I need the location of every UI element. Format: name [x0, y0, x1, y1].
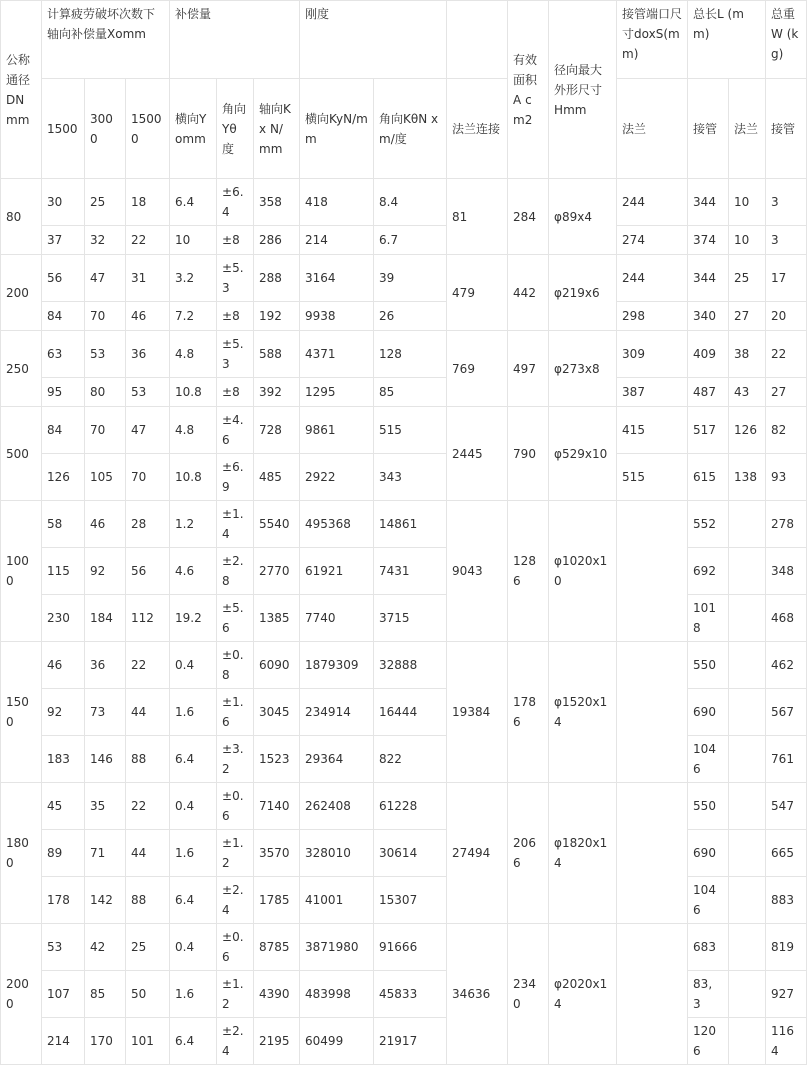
cell: 230: [42, 595, 85, 642]
cell: 244: [617, 179, 688, 226]
cell-flange-connection: 769: [447, 331, 508, 407]
cell: 328010: [300, 830, 374, 877]
cell: 9938: [300, 302, 374, 331]
cell: 126: [729, 407, 766, 454]
cell: 487: [688, 378, 729, 407]
cell: 665: [766, 830, 807, 877]
header-compensation: 补偿量: [170, 1, 300, 79]
cell: 515: [617, 454, 688, 501]
cell: 4390: [254, 971, 300, 1018]
cell-dn: 200: [1, 255, 42, 331]
cell: 387: [617, 378, 688, 407]
cell: 53: [126, 378, 170, 407]
cell: 1.6: [170, 830, 217, 877]
header-lateral: 横向Yomm: [170, 79, 217, 179]
header-weight-pipe: 接管: [766, 79, 807, 179]
cell: 392: [254, 378, 300, 407]
cell: 101: [126, 1018, 170, 1065]
cell: 4371: [300, 331, 374, 378]
cell: 547: [766, 783, 807, 830]
cell: 822: [374, 736, 447, 783]
cell: 30: [42, 179, 85, 226]
cell: 45: [42, 783, 85, 830]
header-cycles-3000: 3000: [85, 79, 126, 179]
table-row: [1, 407, 807, 454]
cell: 340: [688, 302, 729, 331]
cell-empty: [729, 595, 766, 642]
cell-empty: [729, 501, 766, 548]
cell-empty: [729, 783, 766, 830]
cell-empty: [729, 689, 766, 736]
cell: ±1.4: [217, 501, 254, 548]
cell: 588: [254, 331, 300, 378]
cell: 19.2: [170, 595, 217, 642]
cell: 29364: [300, 736, 374, 783]
cell: 262408: [300, 783, 374, 830]
cell: 214: [300, 226, 374, 255]
cell-dn: 2000: [1, 924, 42, 1065]
cell: 344: [688, 179, 729, 226]
cell: 45833: [374, 971, 447, 1018]
header-port: 接管端口尺寸doxS(mm): [617, 1, 688, 79]
cell: 10: [729, 179, 766, 226]
cell: 567: [766, 689, 807, 736]
table-row: [1, 226, 807, 255]
cell: 418: [300, 179, 374, 226]
header-stiffness: 刚度: [300, 1, 447, 79]
cell: ±1.6: [217, 689, 254, 736]
cell-dn: 1800: [1, 783, 42, 924]
cell: 468: [766, 595, 807, 642]
cell: 348: [766, 548, 807, 595]
cell: 1385: [254, 595, 300, 642]
cell: 56: [42, 255, 85, 302]
cell: 58: [42, 501, 85, 548]
cell-area: 442: [508, 255, 549, 331]
cell: ±8: [217, 226, 254, 255]
cell: ±5.3: [217, 331, 254, 378]
cell: 25: [85, 179, 126, 226]
cell-empty: [617, 783, 688, 924]
cell: 6.4: [170, 877, 217, 924]
header-length-flange: 法兰: [729, 79, 766, 179]
cell: 47: [85, 255, 126, 302]
cell: 690: [688, 830, 729, 877]
cell: 728: [254, 407, 300, 454]
cell: 1046: [688, 736, 729, 783]
cell: 80: [85, 378, 126, 407]
cell: 550: [688, 642, 729, 689]
table-row: [1, 302, 807, 331]
cell: 126: [42, 454, 85, 501]
cell: 112: [126, 595, 170, 642]
cell: 84: [42, 302, 85, 331]
cell-radial: φ2020x14: [549, 924, 617, 1065]
cell: 4.8: [170, 407, 217, 454]
cell: 409: [688, 331, 729, 378]
cell: 138: [729, 454, 766, 501]
cell: 515: [374, 407, 447, 454]
cell-area: 1286: [508, 501, 549, 642]
cell: 2195: [254, 1018, 300, 1065]
cell: 107: [42, 971, 85, 1018]
cell: 28: [126, 501, 170, 548]
cell-flange-connection: 19384: [447, 642, 508, 783]
cell: ±2.8: [217, 548, 254, 595]
cell: 184: [85, 595, 126, 642]
cell: 683: [688, 924, 729, 971]
cell: ±2.4: [217, 1018, 254, 1065]
table-row: [1, 378, 807, 407]
cell-flange-connection: 34636: [447, 924, 508, 1065]
cell: 25: [126, 924, 170, 971]
cell-area: 2066: [508, 783, 549, 924]
cell: 3871980: [300, 924, 374, 971]
cell: 615: [688, 454, 729, 501]
cell: 4.8: [170, 331, 217, 378]
cell: 552: [688, 501, 729, 548]
cell: 1879309: [300, 642, 374, 689]
cell: 2770: [254, 548, 300, 595]
cell: 761: [766, 736, 807, 783]
cell: ±1.2: [217, 830, 254, 877]
cell: 819: [766, 924, 807, 971]
cell-empty: [729, 924, 766, 971]
cell: 343: [374, 454, 447, 501]
cell-empty: [617, 924, 688, 1065]
header-radial: 径向最大外形尺寸Hmm: [549, 1, 617, 179]
cell-dn: 500: [1, 407, 42, 501]
header-dn: 公称通径DN mm: [1, 1, 42, 179]
cell: 3570: [254, 830, 300, 877]
cell: 128: [374, 331, 447, 378]
cell-radial: φ1520x14: [549, 642, 617, 783]
cell: 20: [766, 302, 807, 331]
cell-empty: [729, 736, 766, 783]
header-port-flange: 法兰: [617, 79, 688, 179]
cell: 38: [729, 331, 766, 378]
cell: 36: [85, 642, 126, 689]
cell: 115: [42, 548, 85, 595]
cell-radial: φ1820x14: [549, 783, 617, 924]
cell: 26: [374, 302, 447, 331]
header-length: 总长L (mm): [688, 1, 766, 79]
cell: 70: [126, 454, 170, 501]
cell: 44: [126, 830, 170, 877]
cell: 3045: [254, 689, 300, 736]
cell: 7.2: [170, 302, 217, 331]
cell: 309: [617, 331, 688, 378]
cell: 6.7: [374, 226, 447, 255]
cell: 31: [126, 255, 170, 302]
cell: 7740: [300, 595, 374, 642]
cell: 8785: [254, 924, 300, 971]
cell: 85: [374, 378, 447, 407]
cell-radial: φ273x8: [549, 331, 617, 407]
cell: 36: [126, 331, 170, 378]
cell: 1523: [254, 736, 300, 783]
cell: 88: [126, 877, 170, 924]
cell: 70: [85, 302, 126, 331]
cell: 883: [766, 877, 807, 924]
cell: 244: [617, 255, 688, 302]
table-row: [1, 255, 807, 302]
cell: 10.8: [170, 378, 217, 407]
cell: 517: [688, 407, 729, 454]
cell: 32888: [374, 642, 447, 689]
cell: ±0.6: [217, 783, 254, 830]
cell-area: 497: [508, 331, 549, 407]
cell: ±1.2: [217, 971, 254, 1018]
cell: 47: [126, 407, 170, 454]
cell-flange-connection: 27494: [447, 783, 508, 924]
cell: 927: [766, 971, 807, 1018]
cell: 91666: [374, 924, 447, 971]
header-cycles-1500: 1500: [42, 79, 85, 179]
cell: 1295: [300, 378, 374, 407]
cell: 73: [85, 689, 126, 736]
cell: 16444: [374, 689, 447, 736]
cell-radial: φ89x4: [549, 179, 617, 255]
cell: ±0.6: [217, 924, 254, 971]
table-row: [1, 924, 807, 971]
cell: 46: [85, 501, 126, 548]
cell: 0.4: [170, 642, 217, 689]
cell: 462: [766, 642, 807, 689]
cell: 0.4: [170, 924, 217, 971]
table-row: [1, 642, 807, 689]
cell: 22: [766, 331, 807, 378]
cell: 70: [85, 407, 126, 454]
cell-flange-connection: 479: [447, 255, 508, 331]
cell-empty: [729, 642, 766, 689]
cell: ±3.2: [217, 736, 254, 783]
cell: 146: [85, 736, 126, 783]
cell: 27: [729, 302, 766, 331]
cell: 60499: [300, 1018, 374, 1065]
cell: 214: [42, 1018, 85, 1065]
cell: 4.6: [170, 548, 217, 595]
header-angular: 角向Yθ度: [217, 79, 254, 179]
cell: 15307: [374, 877, 447, 924]
cell: 22: [126, 783, 170, 830]
header-stiffness-lateral: 横向KyN/mm: [300, 79, 374, 179]
cell: 1785: [254, 877, 300, 924]
cell: ±0.8: [217, 642, 254, 689]
cell: 18: [126, 179, 170, 226]
cell: 178: [42, 877, 85, 924]
cell: 30614: [374, 830, 447, 877]
header-area: 有效面积A cm2: [508, 1, 549, 179]
cell-area: 2340: [508, 924, 549, 1065]
header-stiffness-angular: 角向KθN x m/度: [374, 79, 447, 179]
cell: 1.2: [170, 501, 217, 548]
cell-radial: φ219x6: [549, 255, 617, 331]
cell: 22: [126, 642, 170, 689]
cell-area: 1786: [508, 642, 549, 783]
cell: 93: [766, 454, 807, 501]
cell: 92: [42, 689, 85, 736]
cell: 61921: [300, 548, 374, 595]
cell-area: 790: [508, 407, 549, 501]
cell-empty: [617, 501, 688, 642]
cell-empty: [617, 642, 688, 783]
cell: 344: [688, 255, 729, 302]
cell: 56: [126, 548, 170, 595]
cell-area: 284: [508, 179, 549, 255]
cell: 6.4: [170, 179, 217, 226]
cell: 6090: [254, 642, 300, 689]
cell: 46: [42, 642, 85, 689]
cell: 692: [688, 548, 729, 595]
cell: 415: [617, 407, 688, 454]
cell-flange-connection: 2445: [447, 407, 508, 501]
cell: 1046: [688, 877, 729, 924]
cell: 89: [42, 830, 85, 877]
cell: 88: [126, 736, 170, 783]
cell: 32: [85, 226, 126, 255]
cell: 95: [42, 378, 85, 407]
cell: ±2.4: [217, 877, 254, 924]
cell: 286: [254, 226, 300, 255]
cell-radial: φ529x10: [549, 407, 617, 501]
cell: 71: [85, 830, 126, 877]
cell: 1018: [688, 595, 729, 642]
header-blank: [447, 1, 508, 79]
cell: 3: [766, 179, 807, 226]
cell: ±6.9: [217, 454, 254, 501]
cell: 3715: [374, 595, 447, 642]
cell: 53: [42, 924, 85, 971]
cell: 0.4: [170, 783, 217, 830]
cell: 39: [374, 255, 447, 302]
cell-empty: [729, 548, 766, 595]
table-row: [1, 179, 807, 226]
cell: 274: [617, 226, 688, 255]
cell: 84: [42, 407, 85, 454]
cell: 1.6: [170, 689, 217, 736]
cell: ±6.4: [217, 179, 254, 226]
cell: 6.4: [170, 1018, 217, 1065]
cell: 234914: [300, 689, 374, 736]
cell: 142: [85, 877, 126, 924]
cell: 41001: [300, 877, 374, 924]
cell: 83, 3: [688, 971, 729, 1018]
cell: 483998: [300, 971, 374, 1018]
cell: 35: [85, 783, 126, 830]
cell: 3: [766, 226, 807, 255]
header-cycles-15000: 15000: [126, 79, 170, 179]
cell: 46: [126, 302, 170, 331]
cell: 14861: [374, 501, 447, 548]
cell: 550: [688, 783, 729, 830]
table-row: [1, 331, 807, 378]
cell: 5540: [254, 501, 300, 548]
cell-flange-connection: 81: [447, 179, 508, 255]
cell: 53: [85, 331, 126, 378]
cell: 82: [766, 407, 807, 454]
cell: 1164: [766, 1018, 807, 1065]
cell: 85: [85, 971, 126, 1018]
cell: 278: [766, 501, 807, 548]
cell: 10: [729, 226, 766, 255]
cell: 10: [170, 226, 217, 255]
cell: 298: [617, 302, 688, 331]
table-row: [1, 501, 807, 548]
header-weight: 总重W (kg): [766, 1, 807, 79]
cell-radial: φ1020x10: [549, 501, 617, 642]
cell: 288: [254, 255, 300, 302]
cell: 1206: [688, 1018, 729, 1065]
cell: 50: [126, 971, 170, 1018]
cell: 61228: [374, 783, 447, 830]
cell: 7431: [374, 548, 447, 595]
cell: ±8: [217, 302, 254, 331]
cell: 1.6: [170, 971, 217, 1018]
cell: 495368: [300, 501, 374, 548]
cell: 43: [729, 378, 766, 407]
cell: 25: [729, 255, 766, 302]
cell: 17: [766, 255, 807, 302]
cell: 485: [254, 454, 300, 501]
cell: ±5.3: [217, 255, 254, 302]
table-row: [1, 783, 807, 830]
cell: 690: [688, 689, 729, 736]
cell: 8.4: [374, 179, 447, 226]
cell: 44: [126, 689, 170, 736]
cell: ±4.6: [217, 407, 254, 454]
cell-empty: [729, 971, 766, 1018]
header-length-pipe: 接管: [688, 79, 729, 179]
cell: 2922: [300, 454, 374, 501]
cell-dn: 80: [1, 179, 42, 255]
cell: ±5.6: [217, 595, 254, 642]
cell: 7140: [254, 783, 300, 830]
cell: 183: [42, 736, 85, 783]
cell: 3164: [300, 255, 374, 302]
cell: 6.4: [170, 736, 217, 783]
cell: 9861: [300, 407, 374, 454]
cell-dn: 250: [1, 331, 42, 407]
cell: 27: [766, 378, 807, 407]
cell-dn: 1000: [1, 501, 42, 642]
cell: 192: [254, 302, 300, 331]
cell-empty: [729, 1018, 766, 1065]
cell: 63: [42, 331, 85, 378]
header-fatigue: 计算疲劳破坏次数下轴向补偿量Xomm: [42, 1, 170, 79]
cell-dn: 1500: [1, 642, 42, 783]
cell: 3.2: [170, 255, 217, 302]
cell: 374: [688, 226, 729, 255]
cell: 92: [85, 548, 126, 595]
cell: 21917: [374, 1018, 447, 1065]
cell: 358: [254, 179, 300, 226]
cell: 170: [85, 1018, 126, 1065]
cell-empty: [729, 830, 766, 877]
cell: 37: [42, 226, 85, 255]
cell: 10.8: [170, 454, 217, 501]
cell: 22: [126, 226, 170, 255]
cell: ±8: [217, 378, 254, 407]
header-axial: 轴向Kx N/mm: [254, 79, 300, 179]
cell-empty: [729, 877, 766, 924]
header-flange-connection: 法兰连接: [447, 79, 508, 179]
table-row: [1, 454, 807, 501]
cell: 105: [85, 454, 126, 501]
cell: 42: [85, 924, 126, 971]
cell-flange-connection: 9043: [447, 501, 508, 642]
